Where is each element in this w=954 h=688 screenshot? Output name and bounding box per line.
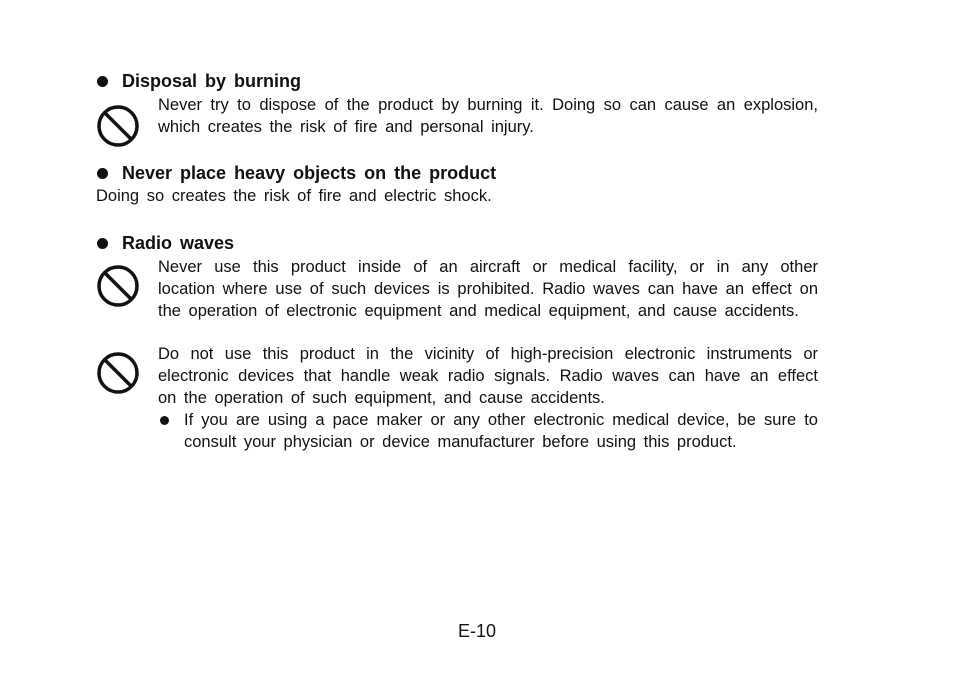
section-title: Radio waves [122,233,235,253]
section-heading-heavy-objects [96,162,496,184]
bullet-icon [97,76,108,87]
bullet-icon [97,168,108,179]
section-title: Disposal by burning [122,71,302,91]
bullet-icon [97,238,108,249]
section-text: Doing so creates the risk of fire and electric shock. [96,187,492,205]
section-text: Never use this product inside of an aircraft or medical facility, or in any other location where use of such devices is prohibited. Radio waves can have an effect on the operation of electronic equipment and medical equipment, and cause accidents. [158,258,818,320]
prohibition-icon [96,351,140,395]
section-title: Never place heavy objects on the product [122,163,497,183]
section-text: Do not use this product in the vicinity of high-precision electronic instruments or electronic devices that handle weak radio signals. Radio waves can have an effect on the operation of such equipment, and cause accidents. [158,345,818,407]
note-text: If you are using a pace maker or any other electronic medical device, be sure to consult your physician or device manufacturer before using this product. [184,411,818,451]
note-item [158,409,818,453]
bullet-icon [160,416,169,425]
section-heading-radio-waves [96,232,234,254]
page-number: E-10 [457,621,497,641]
section-heading-burning [96,70,301,92]
prohibition-icon [96,104,140,148]
section-text: Never try to dispose of the product by burning it. Doing so can cause an explosion, which creates the risk of fire and personal injury. [158,96,818,136]
prohibition-icon [96,264,140,308]
